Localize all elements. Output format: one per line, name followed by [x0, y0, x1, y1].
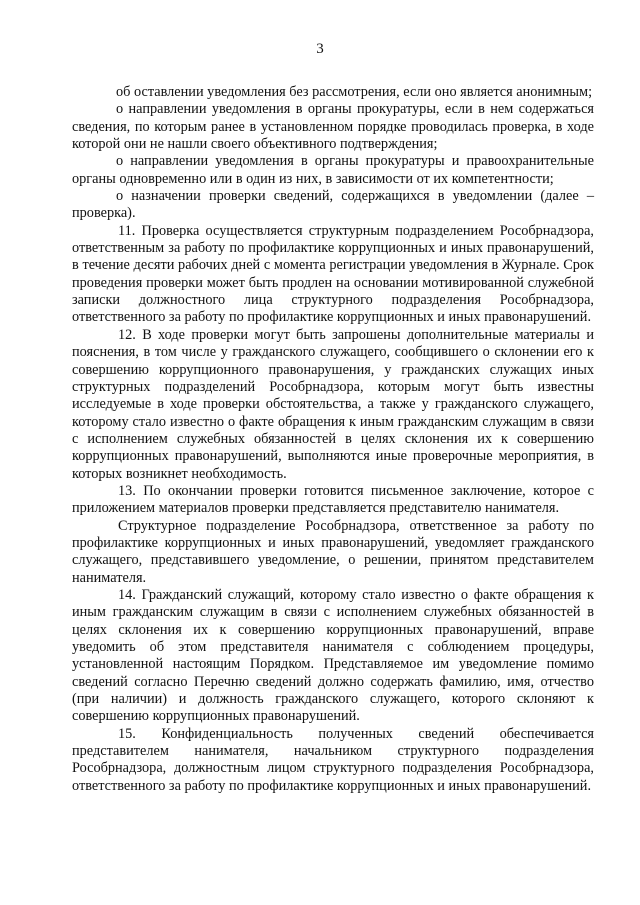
paragraph: о направлении уведомления в органы прокуратуры, если в нем содержаться сведения, по которым ранее в установленном порядке проводилась проверка, в ходе которой они не нашли своего объективного подтверждения; — [72, 101, 594, 153]
paragraph: 14. Гражданский служащий, которому стало известно о факте обращения к иным гражданским служащим в связи с исполнением служебных обязанностей в целях склонения их к совершению коррупционных правонарушений, вправе уведомить об этом представителя нанимателя с соблюдением процедуры, установленной настоящим Порядком. Представляемое им уведомление помимо сведений согласно Перечню сведений должно содержать фамилию, имя, отчество (при наличии) и должность гражданского служащего, которого склоняют к совершению коррупционных правонарушений. — [72, 586, 594, 725]
paragraph: 11. Проверка осуществляется структурным подразделением Рособрнадзора, ответственным за работу по профилактике коррупционных и иных правонарушений, в течение десяти рабочих дней с момента регистрации уведомления в Журнале. Срок проведения проверки может быть продлен на основании мотивированной служебной записки должностного лица структурного подразделения Рособрнадзора, ответственного за работу по профилактике коррупционных и иных правонарушений. — [72, 222, 594, 326]
paragraph: 13. По окончании проверки готовится письменное заключение, которое с приложением материалов проверки представляется представителю нанимателя. — [72, 482, 594, 517]
paragraph: 12. В ходе проверки могут быть запрошены дополнительные материалы и пояснения, в том числе у гражданского служащего, сообщившего о склонении его к совершению коррупционного правонарушения, у гражданских служащих иных структурных подразделений Рособрнадзора, которым могут быть известны исследуемые в ходе проверки обстоятельства, а также у гражданского служащего, которому стало известно о факте обращения к иным гражданским служащим в связи с исполнением служебных обязанностей в целях склонения их к совершению коррупционных правонарушений, выполняются иные проверочные мероприятия, в которых возникнет необходимость. — [72, 326, 594, 482]
paragraph: об оставлении уведомления без рассмотрения, если оно является анонимным; — [116, 84, 593, 100]
paragraph: о назначении проверки сведений, содержащихся в уведомлении (далее – проверка). — [72, 188, 594, 222]
page-number: 3 — [316, 41, 324, 57]
paragraph: 15. Конфиденциальность полученных сведений обеспечивается представителем нанимателя, начальником структурного подразделения Рособрнадзора, должностным лицом структурного подразделения Рособрнадзора, ответственного за работу по профилактике коррупционных и иных правонарушений. — [72, 725, 594, 794]
document-body — [72, 84, 594, 795]
paragraph: о направлении уведомления в органы прокуратуры и правоохранительные органы одновременно или в один из них, в зависимости от их компетентности; — [72, 153, 594, 187]
paragraph: Структурное подразделение Рособрнадзора, ответственное за работу по профилактике коррупционных и иных правонарушений, уведомляет гражданского служащего, представившего уведомление, о решении, принятом представителем нанимателя. — [72, 517, 594, 586]
